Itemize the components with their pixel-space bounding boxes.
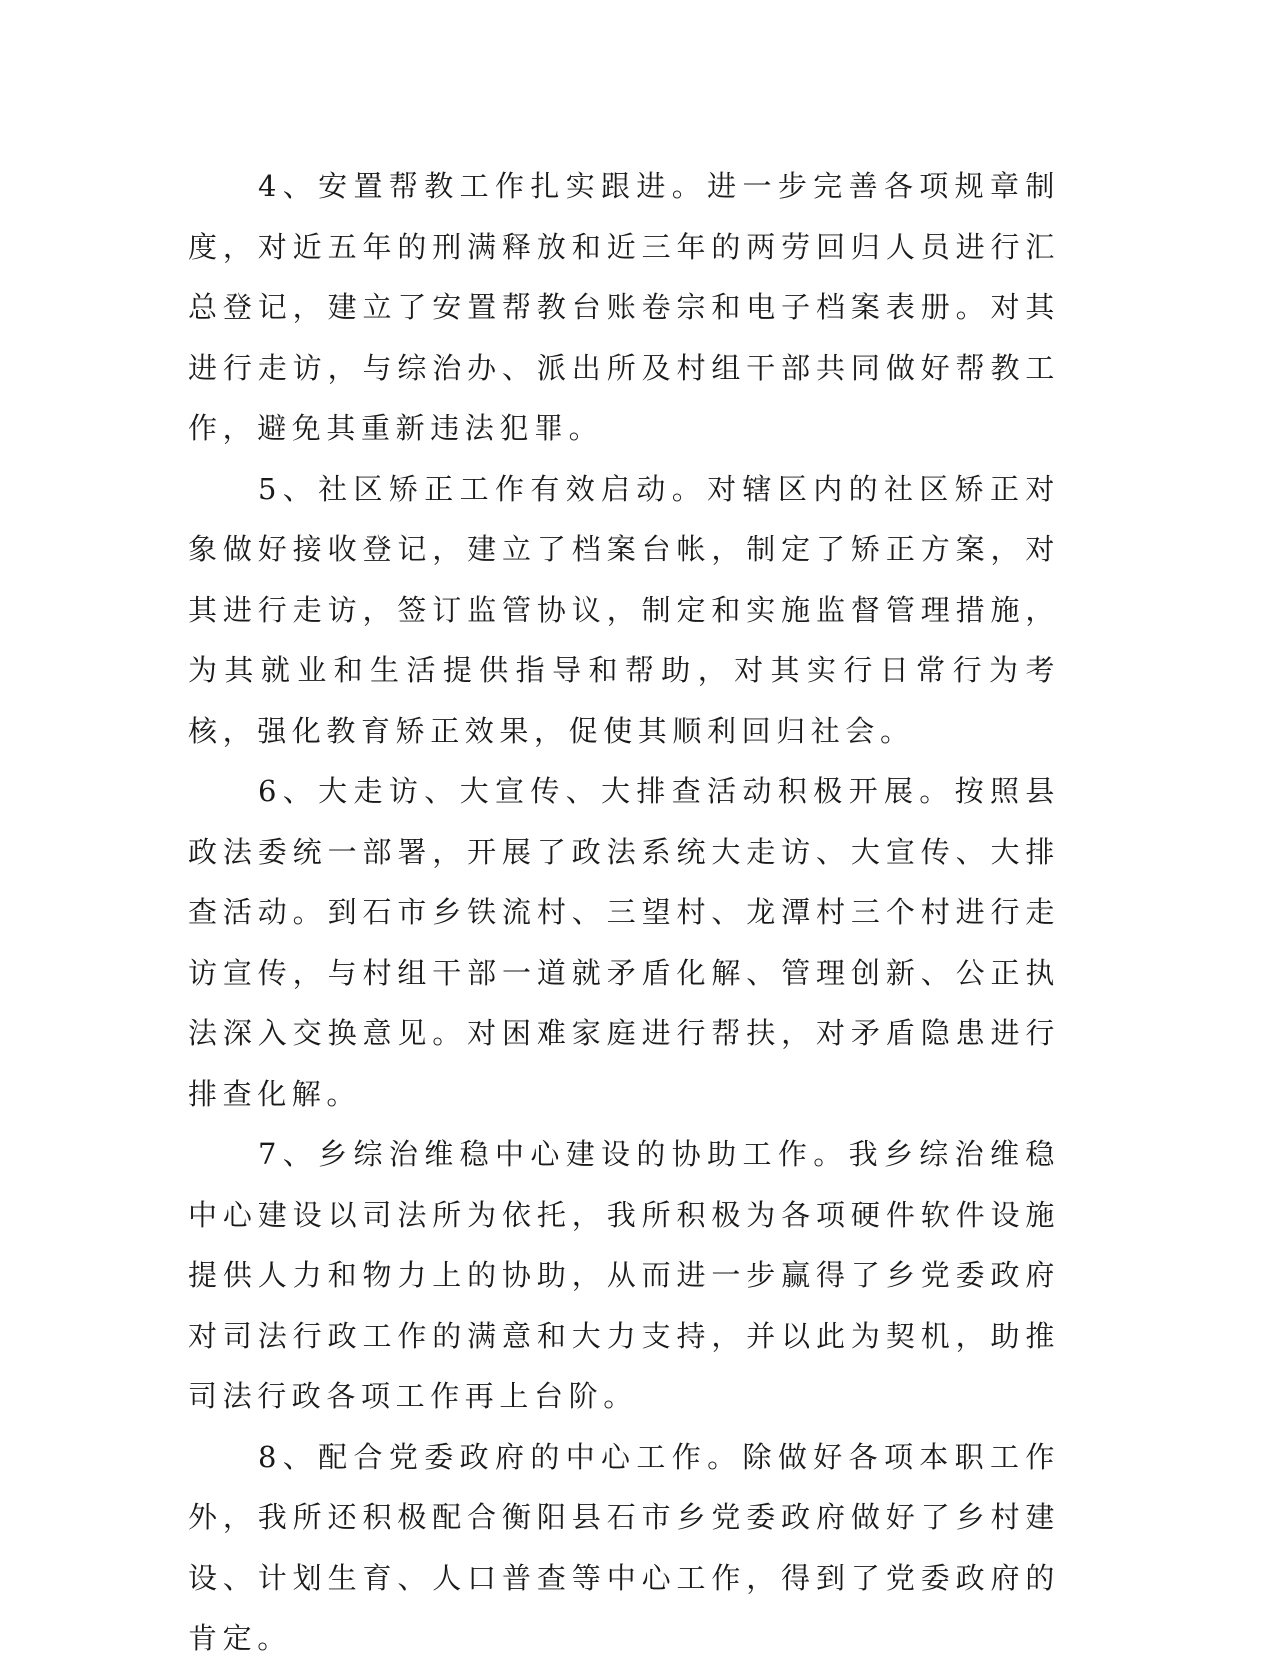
paragraph-stability-center-assistance: 7、乡综治维稳中心建设的协助工作。我乡综治维稳中心建设以司法所为依托，我所积极为各项硬件软件设施提供人力和物力上的协助，从而进一步赢得了乡党委政府对司法行政工作的满意和大力支持，并以此为契机，助推司法行政各项工作再上台阶。 [188, 1137, 1060, 1413]
paragraph-community-correction: 5、社区矫正工作有效启动。对辖区内的社区矫正对象做好接收登记，建立了档案台帐，制定了矫正方案，对其进行走访，签订监管协议，制定和实施监督管理措施，为其就业和生活提供指导和帮助，对其实行日常行为考核，强化教育矫正效果，促使其顺利回归社会。 [188, 471, 1060, 748]
document-body [188, 156, 1060, 1669]
paragraph-resettlement-assistance: 4、安置帮教工作扎实跟进。进一步完善各项规章制度，对近五年的刑满释放和近三年的两劳回归人员进行汇总登记，建立了安置帮教台账卷宗和电子档案表册。对其进行走访，与综治办、派出所及村组干部共同做好帮教工作，避免其重新违法犯罪。 [188, 169, 1060, 445]
paragraph-visit-publicity-inspection: 6、大走访、大宣传、大排查活动积极开展。按照县政法委统一部署，开展了政法系统大走访、大宣传、大排查活动。到石市乡铁流村、三望村、龙潭村三个村进行走访宣传，与村组干部一道就矛盾化解、管理创新、公正执法深入交换意见。对困难家庭进行帮扶，对矛盾隐患进行排查化解。 [188, 774, 1060, 1111]
paragraph-party-government-work: 8、配合党委政府的中心工作。除做好各项本职工作外，我所还积极配合衡阳县石市乡党委政府做好了乡村建设、计划生育、人口普查等中心工作，得到了党委政府的肯定。 [188, 1439, 1060, 1655]
